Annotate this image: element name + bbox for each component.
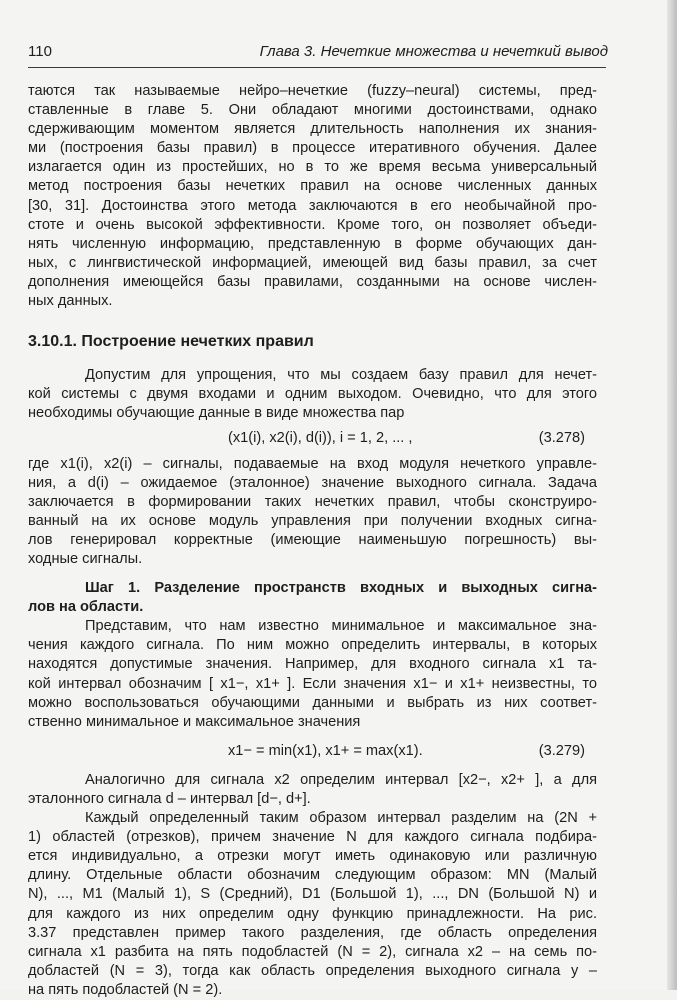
- text-line: стоте и очень высокой эффективности. Кроме того, он позволяет объеди-: [28, 216, 597, 233]
- running-title: Глава 3. Нечеткие множества и нечеткий вывод: [259, 43, 608, 60]
- text-line: Представим, что нам известно минимальное и максимальное зна-: [85, 618, 597, 635]
- text-line: 1) областей (отрезков), причем значение N для каждого сигнала подбира-: [28, 829, 597, 846]
- text-line: ставленные в главе 5. Они обладают многими достоинствами, однако: [28, 102, 597, 119]
- section-heading: 3.10.1. Построение нечетких правил: [28, 333, 314, 351]
- text-line: чения каждого сигнала. По ним можно определить интервалы, в которых: [28, 637, 597, 654]
- equation-number: (3.278): [538, 430, 585, 447]
- text-line: нять численную информацию, представленную в форме обучающих дан-: [28, 235, 597, 252]
- text-line: можно воспользоваться обучающими данными и выбрать из них соответ-: [28, 694, 597, 711]
- text-line: на пять подобластей (N = 2).: [28, 981, 223, 998]
- formula-expression: x1− = min(x1), x1+ = max(x1).: [228, 742, 423, 759]
- text-line: ется индивидуально, а отрезки могут иметь одинаковую или различную: [28, 848, 597, 865]
- text-line: для каждого из них определим одну функцию принадлежности. На рис.: [28, 905, 597, 922]
- step-1-heading: [28, 579, 597, 617]
- page-number: 110: [28, 43, 52, 60]
- formula-3-278: [28, 429, 597, 448]
- text-line: ходные сигналы.: [28, 550, 143, 567]
- text-line: ми (построения базы правил) в процессе итеративного обучения. Далее: [28, 140, 597, 157]
- text-line: ния, а d(i) – ожидаемое (эталонное) значение выходного сигнала. Задача: [28, 474, 597, 491]
- text-line: лов генерировал корректные (имеющие наименьшую погрешность) вы-: [28, 531, 597, 548]
- text-line: Аналогично для сигнала x2 определим интервал [x2−, x2+ ], а для: [85, 771, 597, 788]
- text-line: Допустим для упрощения, что мы создаем базу правил для нечет-: [85, 367, 597, 384]
- text-line: таются так называемые нейро–нечеткие (fuzzy–neural) системы, пред-: [28, 83, 597, 99]
- paragraph-analog: [28, 771, 597, 809]
- text-line: лов на области.: [28, 599, 144, 616]
- paragraph-setup: [28, 366, 597, 423]
- text-line: Шаг 1. Разделение пространств входных и выходных сигна-: [85, 580, 597, 597]
- text-line: ных данных.: [28, 293, 113, 310]
- text-line: Каждый определенный таким образом интервал разделим на (2N +: [85, 810, 597, 827]
- text-line: эталонного сигнала d – интервал [d−, d+].: [28, 791, 311, 807]
- text-line: кой системы с двумя входами и одним выходом. Очевидно, что для этого: [28, 386, 597, 403]
- text-line: метод построения базы нечетких правил на основе численных данных: [28, 178, 597, 195]
- formula-expression: (x1(i), x2(i), d(i)), i = 1, 2, ... ,: [228, 430, 413, 447]
- text-line: длину. Отдельные области обозначим следующим образом: MN (Малый: [28, 867, 597, 884]
- paragraph-task: [28, 455, 597, 570]
- text-line: ных, с лингвистической информацией, имеющей вид базы правил, за счет: [28, 254, 597, 271]
- text-line: добластей (N = 3), тогда как область определения выходного сигнала y –: [28, 962, 597, 979]
- header-rule: [28, 67, 606, 68]
- text-line: находятся допустимые значения. Например, для входного сигнала x1 та-: [28, 656, 597, 673]
- text-line: излагается один из простейших, но в то же время весьма универсальный: [28, 159, 597, 176]
- text-line: заключается в формировании таких нечетких правил, чтобы сконструиро-: [28, 493, 597, 510]
- text-line: необходимы обучающие данные в виде множества пар: [28, 405, 405, 422]
- paragraph-regions: [28, 809, 597, 1000]
- page-header: [28, 43, 608, 65]
- text-line: ственно минимальное и максимальное значения: [28, 713, 361, 730]
- text-line: где x1(i), x2(i) – сигналы, подаваемые на вход модуля нечеткого управле-: [28, 455, 597, 472]
- text-line: кой интервал обозначим [ x1−, x1+ ]. Если значения x1− и x1+ неизвестны, то: [28, 675, 597, 692]
- paragraph-intro: [28, 82, 597, 311]
- text-line: ванный на их основе модуль управления при получении входных сигна-: [28, 512, 597, 529]
- text-line: сигнала x1 разбита на пять подобластей (N = 2), сигнала x2 – на семь по-: [28, 943, 597, 960]
- formula-3-279: [28, 742, 597, 761]
- equation-number: (3.279): [538, 742, 585, 759]
- page-edge-shadow: [667, 0, 677, 990]
- text-line: [30, 31]. Достоинства этого метода заключаются в его необычайной про-: [28, 197, 597, 214]
- text-line: N), ..., M1 (Малый 1), S (Средний), D1 (Большой 1), ..., DN (Большой N) и: [28, 886, 597, 903]
- text-line: дополнения имеющейся базы правилами, созданными на основе числен-: [28, 273, 597, 290]
- text-line: сдерживающим моментом является длительность наполнения их знания-: [28, 121, 597, 138]
- text-line: 3.37 представлен пример такого разделения, где область определения: [28, 924, 597, 941]
- page-content: [28, 82, 597, 1000]
- paragraph-intervals: [28, 617, 597, 732]
